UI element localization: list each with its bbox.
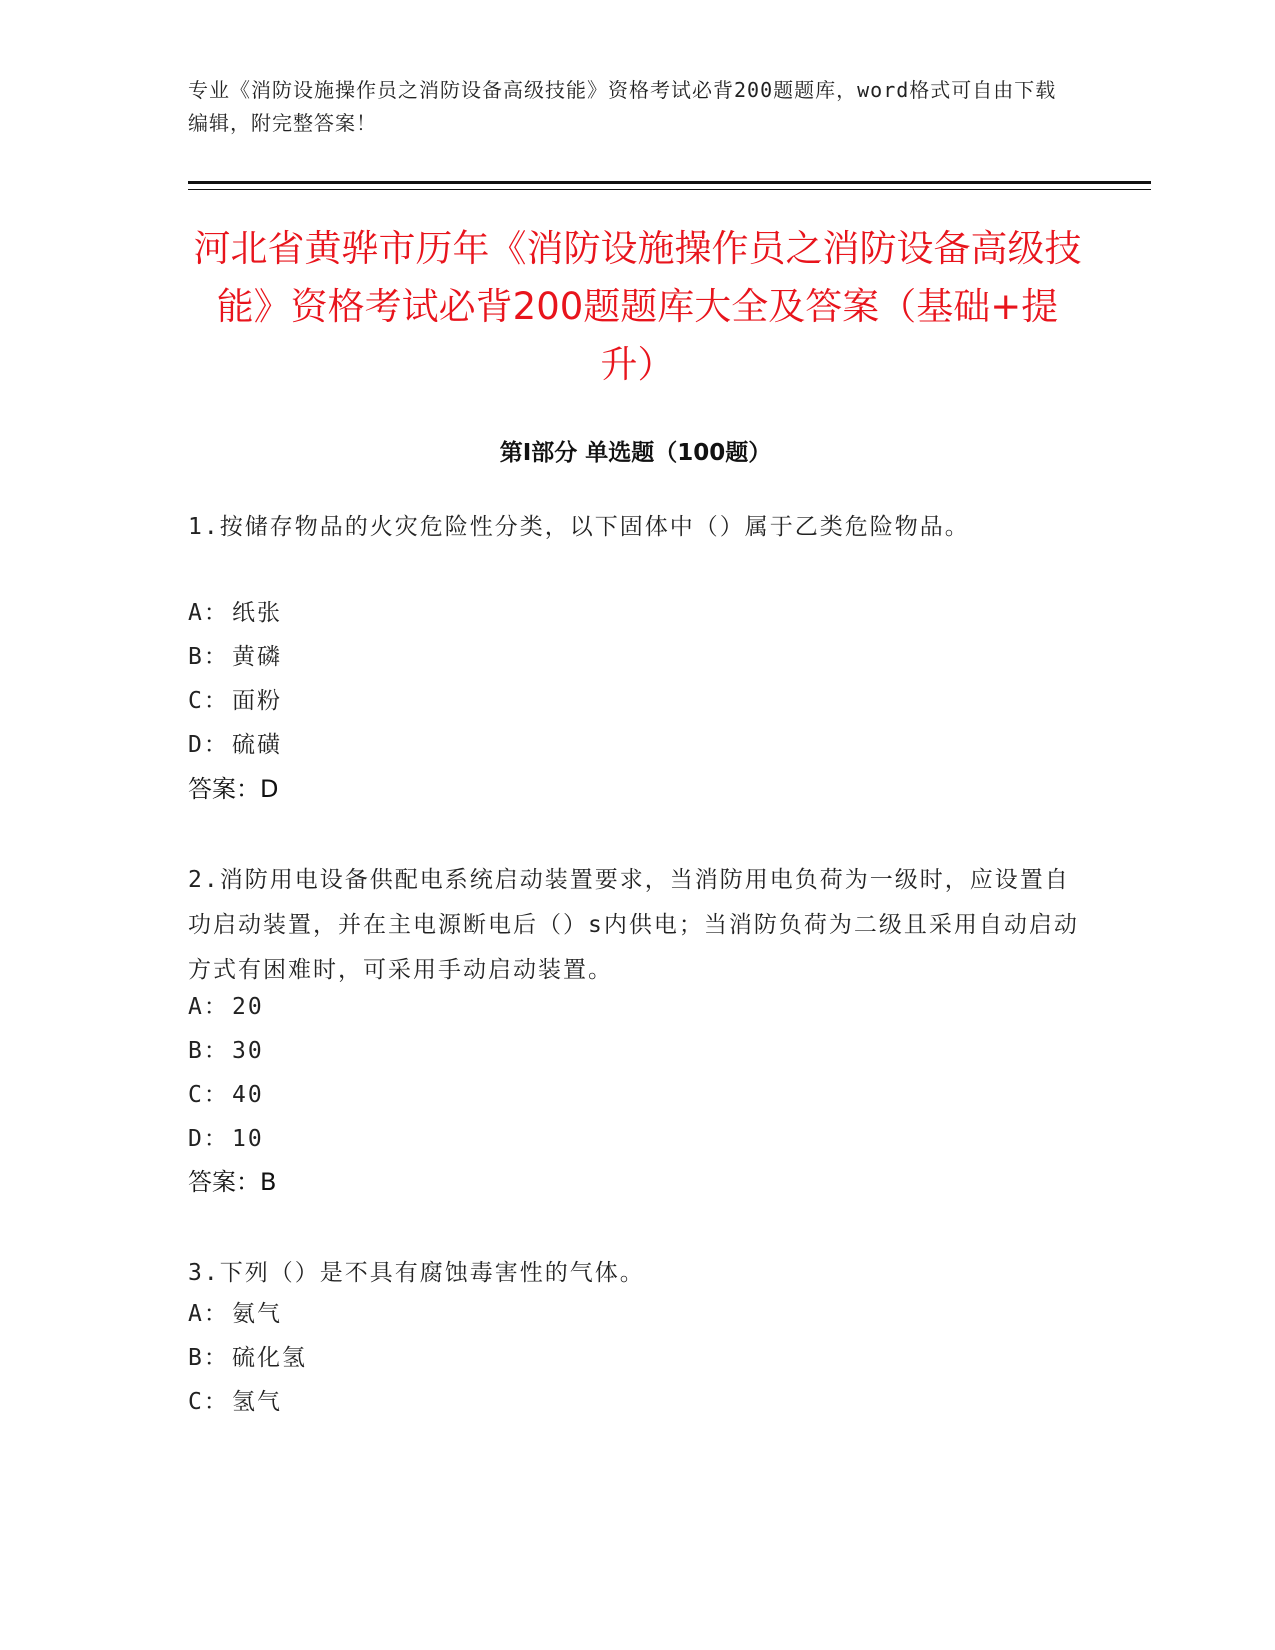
question-2-answer: 答案：B	[188, 1168, 277, 1196]
question-3-option-c	[188, 1385, 282, 1419]
question-3-option-b	[188, 1341, 307, 1375]
question-1-answer: 答案：D	[188, 775, 279, 803]
question-2-option-c	[188, 1078, 264, 1112]
question-2-option-b	[188, 1034, 264, 1068]
question-2-stem: 2.消防用电设备供配电系统启动装置要求，当消防用电负荷为一级时，应设置自功启动装置，并在主电源断电后（）s内供电；当消防负荷为二级且采用自动启动方式有困难时，可采用手动启动装置。	[188, 867, 1079, 983]
option-letter: A：	[188, 600, 229, 626]
option-letter: D：	[188, 1126, 229, 1152]
option-letter: C：	[188, 1082, 229, 1108]
option-letter: A：	[188, 1301, 229, 1327]
option-letter: C：	[188, 688, 229, 714]
question-2-option-d	[188, 1122, 264, 1156]
option-text: 硫磺	[232, 732, 282, 758]
option-text: 氢气	[232, 1389, 282, 1415]
header-note: 专业《消防设施操作员之消防设备高级技能》资格考试必背200题题库，word格式可自由下载编辑，附完整答案！	[188, 78, 1057, 135]
document-title: 河北省黄骅市历年《消防设施操作员之消防设备高级技能》资格考试必背200题题库大全及答案（基础+提升）	[193, 227, 1082, 386]
question-1-option-a	[188, 596, 282, 630]
header-divider-thin	[188, 189, 1151, 190]
question-3-stem: 3.下列（）是不具有腐蚀毒害性的气体。	[188, 1260, 645, 1286]
option-text: 20	[232, 994, 264, 1020]
question-1-option-b	[188, 640, 282, 674]
option-text: 10	[232, 1126, 264, 1152]
option-text: 氨气	[232, 1301, 282, 1327]
option-text: 黄磷	[232, 644, 282, 670]
question-1-option-d	[188, 728, 282, 762]
option-letter: D：	[188, 732, 229, 758]
option-letter: B：	[188, 644, 229, 670]
header-divider-thick	[188, 181, 1151, 184]
option-letter: C：	[188, 1389, 229, 1415]
option-letter: A：	[188, 994, 229, 1020]
option-text: 30	[232, 1038, 264, 1064]
option-letter: B：	[188, 1038, 229, 1064]
option-letter: B：	[188, 1345, 229, 1371]
option-text: 40	[232, 1082, 264, 1108]
option-text: 面粉	[232, 688, 282, 714]
question-1-option-c	[188, 684, 282, 718]
option-text: 硫化氢	[232, 1345, 307, 1371]
section-heading: 第Ⅰ部分 单选题（100题）	[499, 440, 772, 466]
question-3-option-a	[188, 1297, 282, 1331]
question-2-option-a	[188, 990, 264, 1024]
question-1-stem: 1.按储存物品的火灾危险性分类，以下固体中（）属于乙类危险物品。	[188, 514, 970, 540]
option-text: 纸张	[232, 600, 282, 626]
